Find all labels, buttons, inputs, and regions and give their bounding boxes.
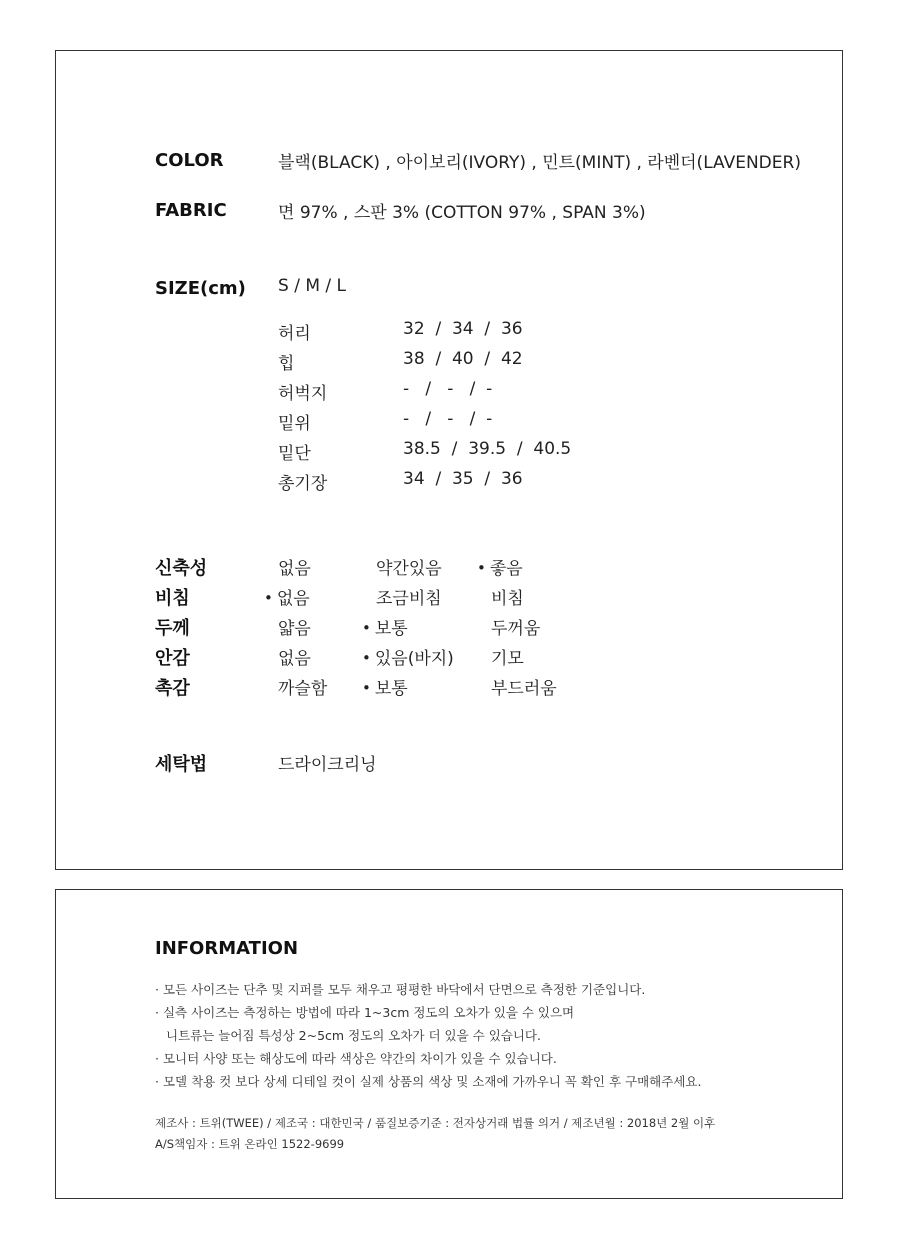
fabric-value: 면 97% , 스판 3% (COTTON 97% , SPAN 3%)	[278, 203, 646, 223]
fabric-label: FABRIC	[155, 200, 227, 221]
attr-option: 약간있음	[376, 559, 442, 579]
size-label: SIZE(cm)	[155, 278, 246, 299]
measurement-value: 38.5 / 39.5 / 40.5	[403, 439, 572, 459]
attr-option-label: 좋음	[489, 559, 523, 579]
attr-option: 없음	[278, 649, 311, 669]
info-line: · 모니터 사양 또는 해상도에 따라 색상은 약간의 차이가 있을 수 있습니다.	[155, 1051, 557, 1066]
product-spec-panel	[55, 50, 843, 870]
attr-option: 까슬함	[278, 679, 328, 699]
attr-option: 두꺼움	[491, 619, 541, 639]
info-line: 니트류는 늘어짐 특성상 2~5cm 정도의 오차가 더 있을 수 있습니다.	[166, 1028, 541, 1043]
color-label: COLOR	[155, 150, 224, 171]
attr-option: 부드러움	[491, 679, 557, 699]
attr-option: 얇음	[278, 619, 311, 639]
attr-label-lining: 안감	[155, 648, 190, 669]
selected-bullet-icon: •	[362, 679, 371, 697]
info-line: · 실측 사이즈는 측정하는 방법에 따라 1~3cm 정도의 오차가 있을 수 있으며	[155, 1005, 575, 1020]
selected-bullet-icon: •	[264, 589, 273, 607]
as-contact-info: A/S책임자 : 트위 온라인 1522-9699	[155, 1137, 345, 1151]
selected-bullet-icon: •	[477, 559, 486, 577]
info-line: · 모델 착용 컷 보다 상세 디테일 컷이 실제 상품의 색상 및 소재에 가까우니 꼭 확인 후 구매해주세요.	[155, 1074, 702, 1089]
attr-option-selected	[362, 644, 454, 669]
measurement-value: - / - / -	[403, 379, 493, 399]
attr-option-label: 보통	[374, 619, 408, 639]
measurement-name: 밑위	[278, 414, 311, 434]
information-title: INFORMATION	[155, 938, 299, 959]
attr-label-stretch: 신축성	[155, 558, 208, 579]
selected-bullet-icon: •	[362, 649, 371, 667]
measurement-name: 힙	[278, 354, 295, 374]
info-line: · 모든 사이즈는 단추 및 지퍼를 모두 채우고 평평한 바닥에서 단면으로 측정한 기준입니다.	[155, 982, 646, 997]
attr-option-selected	[477, 554, 523, 579]
manufacturer-info: 제조사 : 트위(TWEE) / 제조국 : 대한민국 / 품질보증기준 : 전자상거래 법률 의거 / 제조년월 : 2018년 2월 이후	[155, 1116, 716, 1130]
measurement-value: - / - / -	[403, 409, 493, 429]
attr-option-label: 없음	[276, 589, 310, 609]
attr-option: 기모	[491, 649, 524, 669]
attr-option: 없음	[278, 559, 311, 579]
attr-option: 조금비침	[376, 589, 442, 609]
attr-option: 비침	[491, 589, 524, 609]
washing-label: 세탁법	[155, 754, 208, 775]
attr-label-sheerness: 비침	[155, 588, 190, 609]
color-value: 블랙(BLACK) , 아이보리(IVORY) , 민트(MINT) , 라벤더(LAVENDER)	[278, 153, 801, 173]
attr-option-selected	[264, 584, 310, 609]
measurement-name: 밑단	[278, 444, 311, 464]
measurement-value: 38 / 40 / 42	[403, 349, 523, 369]
measurement-name: 허리	[278, 324, 311, 344]
attr-option-label: 있음(바지)	[374, 649, 454, 669]
selected-bullet-icon: •	[362, 619, 371, 637]
information-panel	[55, 889, 843, 1199]
washing-value: 드라이크리닝	[278, 755, 377, 775]
measurement-name: 허벅지	[278, 384, 328, 404]
measurement-name: 총기장	[278, 474, 328, 494]
attr-option-selected	[362, 614, 408, 639]
attr-label-thickness: 두께	[155, 618, 190, 639]
attr-option-label: 보통	[374, 679, 408, 699]
measurement-value: 32 / 34 / 36	[403, 319, 523, 339]
size-value: S / M / L	[278, 276, 346, 296]
measurement-value: 34 / 35 / 36	[403, 469, 523, 489]
attr-option-selected	[362, 674, 408, 699]
attr-label-texture: 촉감	[155, 678, 190, 699]
